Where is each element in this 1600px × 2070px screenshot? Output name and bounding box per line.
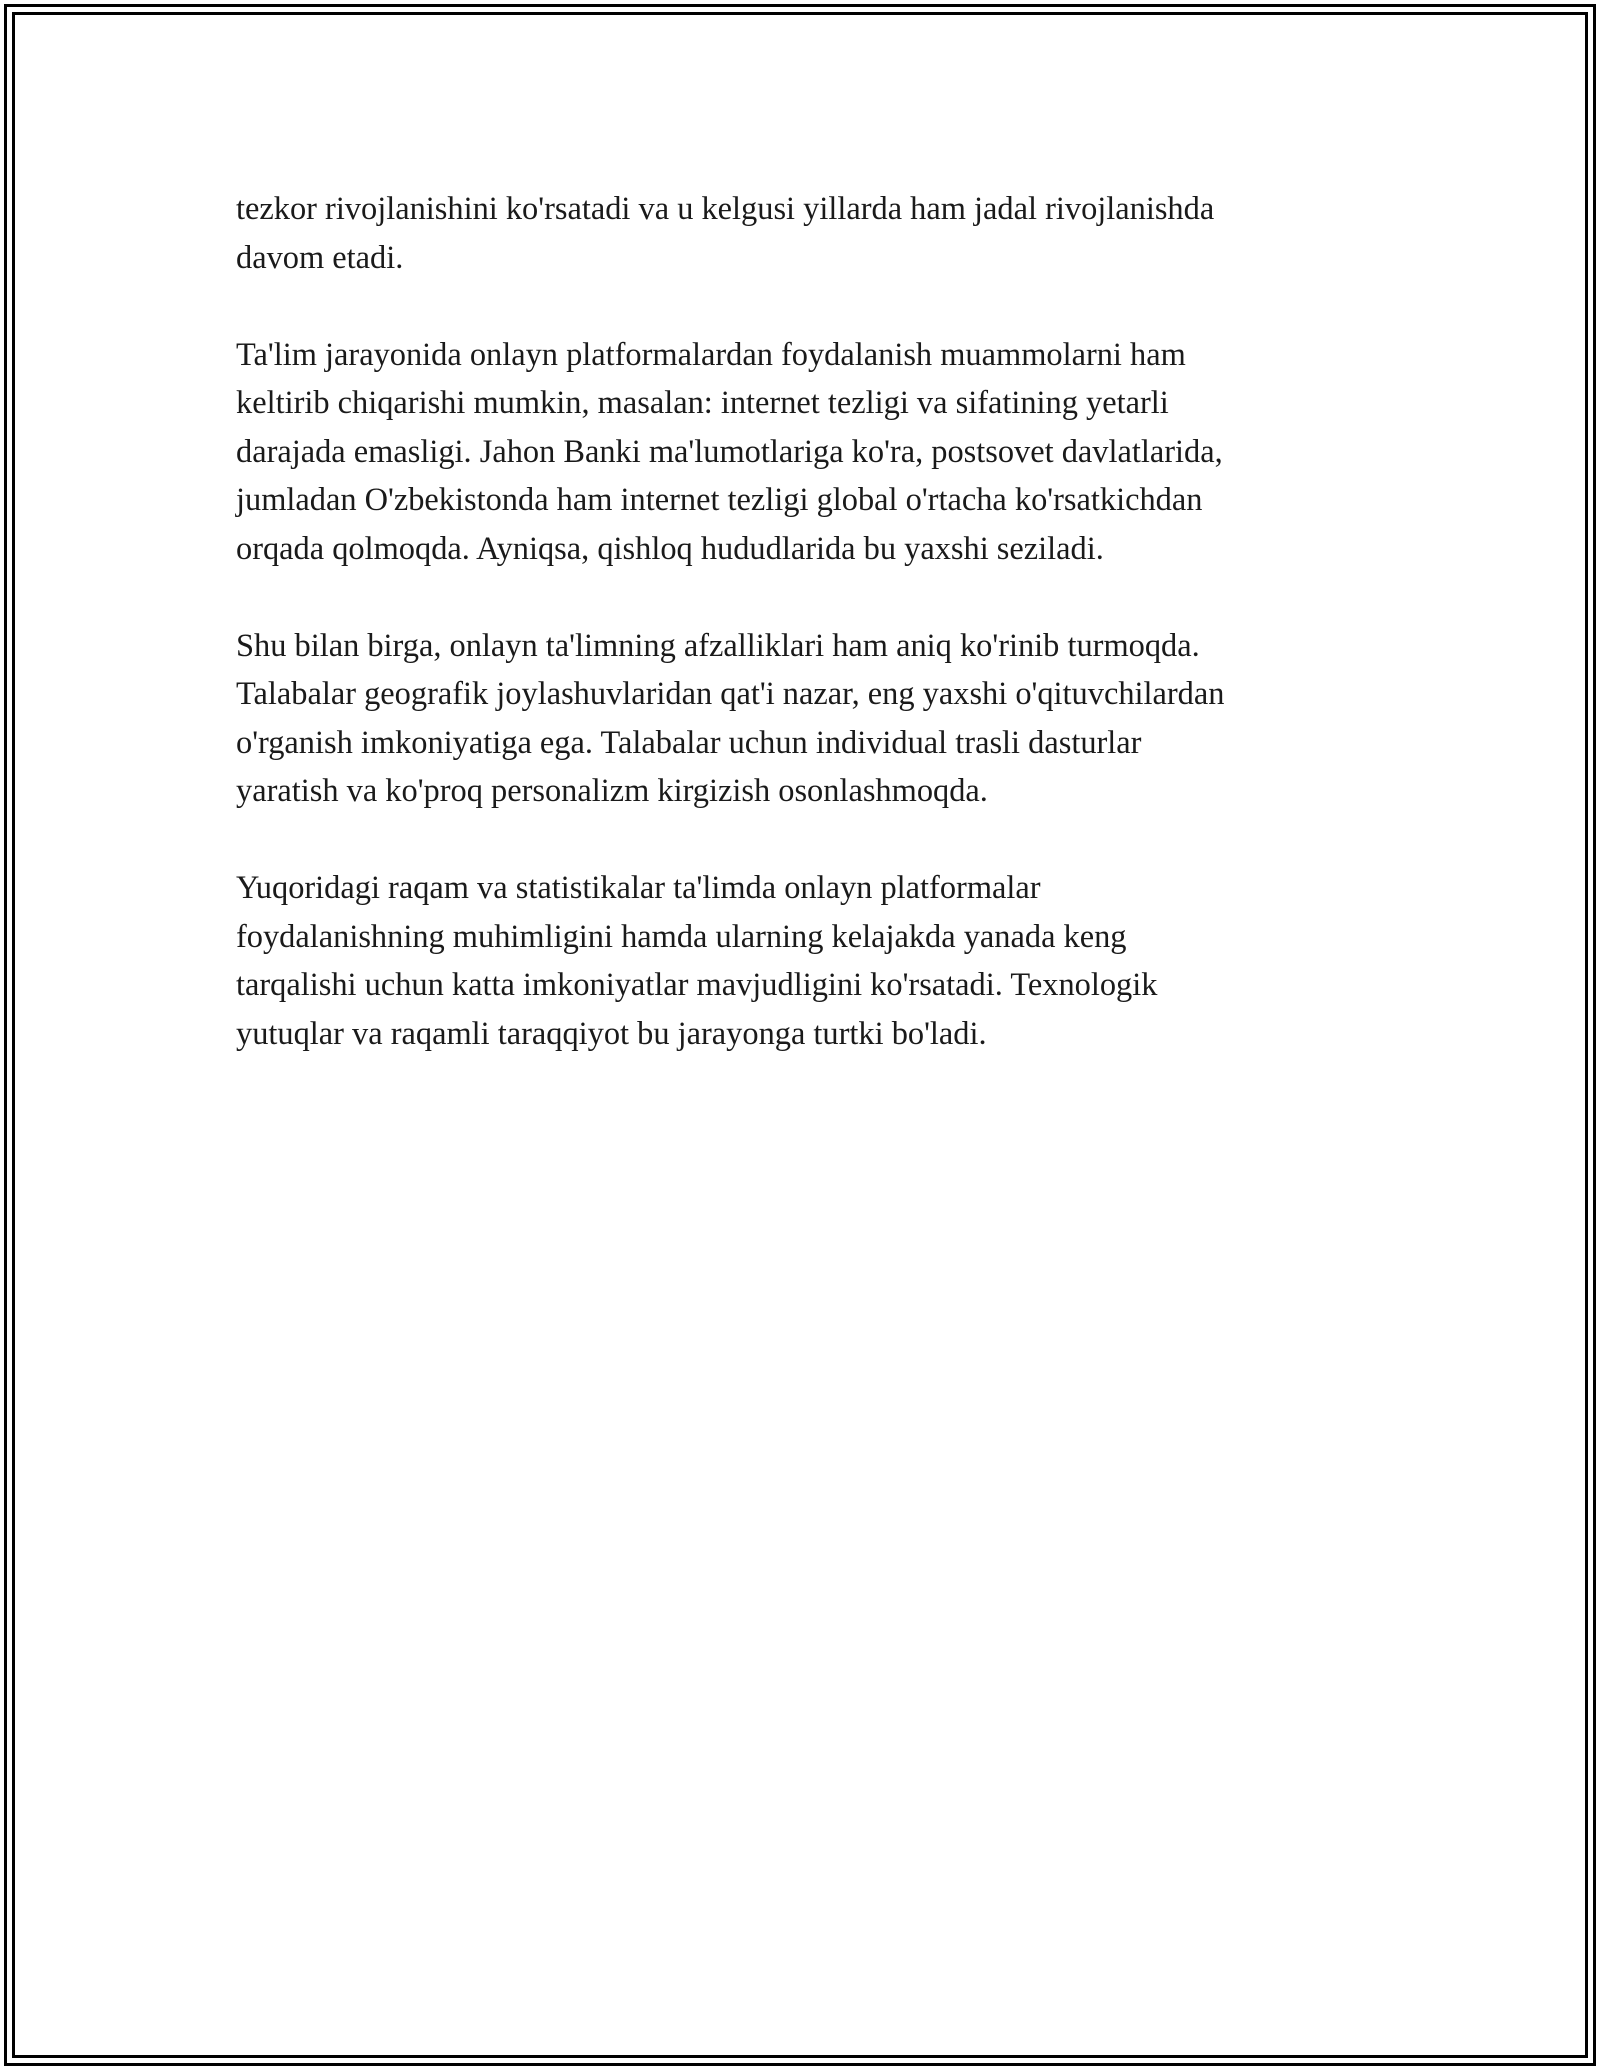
paragraph-1 bbox=[236, 185, 1386, 282]
paragraph-line: yutuqlar va raqamli taraqqiyot bu jarayonga turtki bo'ladi. bbox=[236, 1015, 987, 1052]
paragraph-line: Shu bilan birga, onlayn ta'limning afzalliklari ham aniq ko'rinib turmoqda. bbox=[236, 627, 1200, 664]
paragraph-line: tarqalishi uchun katta imkoniyatlar mavjudligini ko'rsatadi. Texnologik bbox=[236, 967, 1158, 1003]
paragraph-line: darajada emasligi. Jahon Banki ma'lumotlariga ko'ra, postsovet davlatlarida, bbox=[236, 433, 1223, 470]
paragraph-line: Ta'lim jarayonida onlayn platformalardan foydalanish muammolarni ham bbox=[236, 336, 1186, 373]
document-body bbox=[236, 185, 1386, 1107]
paragraph-line: keltirib chiqarishi mumkin, masalan: internet tezligi va sifatining yetarli bbox=[236, 385, 1169, 421]
paragraph-line: foydalanishning muhimligini hamda ularning kelajakda yanada keng bbox=[236, 918, 1127, 955]
paragraph-line: o'rganish imkoniyatiga ega. Talabalar uchun individual trasli dasturlar bbox=[236, 724, 1142, 761]
paragraph-line: tezkor rivojlanishini ko'rsatadi va u kelgusi yillarda ham jadal rivojlanishda bbox=[236, 191, 1215, 227]
paragraph-line: jumladan O'zbekistonda ham internet tezligi global o'rtacha ko'rsatkichdan bbox=[236, 482, 1203, 518]
paragraph-3 bbox=[236, 622, 1386, 816]
paragraph-line: Yuqoridagi raqam va statistikalar ta'limda onlayn platformalar bbox=[236, 870, 1041, 906]
paragraph-line: orqada qolmoqda. Ayniqsa, qishloq hududlarida bu yaxshi seziladi. bbox=[236, 530, 1104, 567]
paragraph-line: Talabalar geografik joylashuvlaridan qat'i nazar, eng yaxshi o'qituvchilardan bbox=[236, 676, 1225, 712]
paragraph-4 bbox=[236, 864, 1386, 1058]
paragraph-line: yaratish va ko'proq personalizm kirgizish osonlashmoqda. bbox=[236, 773, 988, 809]
paragraph-2 bbox=[236, 331, 1386, 574]
paragraph-line: davom etadi. bbox=[236, 239, 404, 276]
